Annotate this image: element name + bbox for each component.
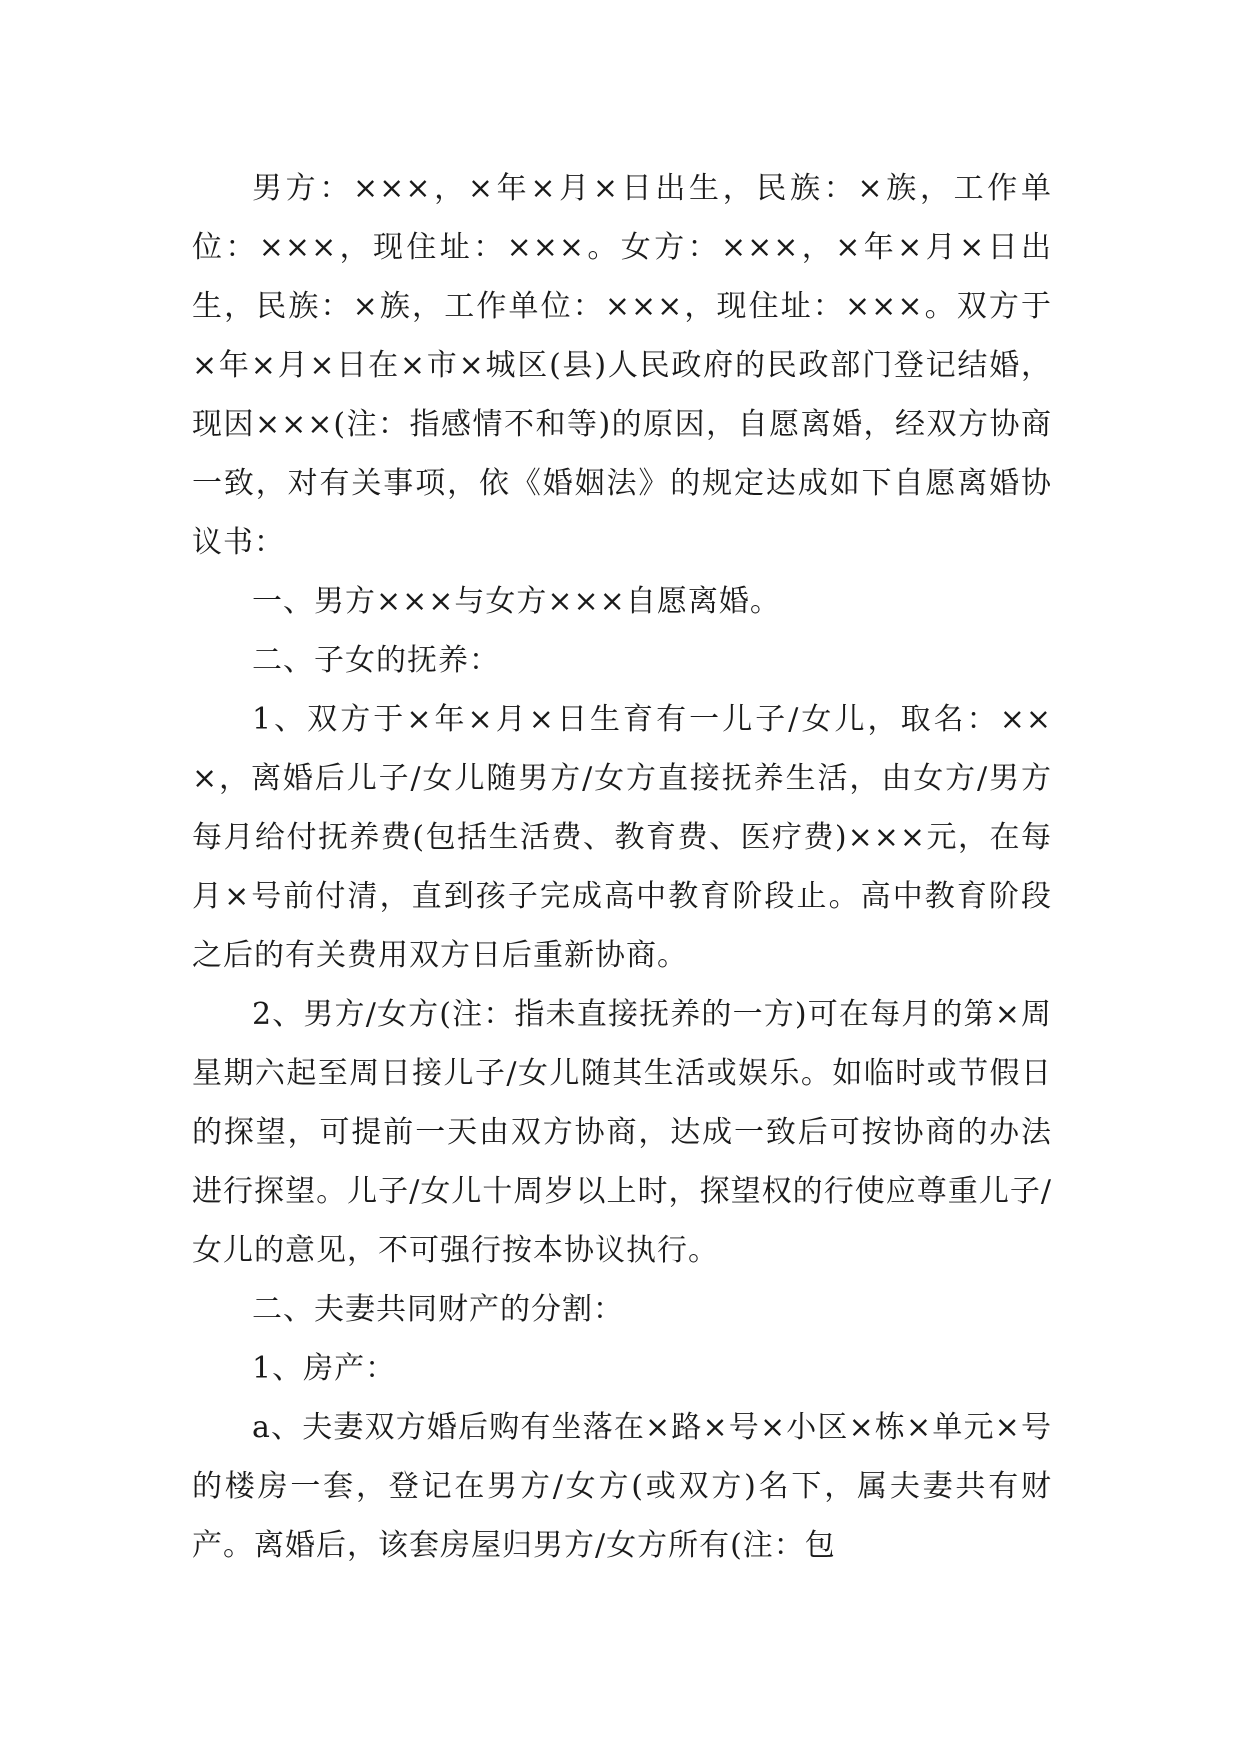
paragraph-real-estate-heading: 1、房产：	[252, 1351, 397, 1386]
paragraph-visitation: 2、男方/女方(注：指未直接抚养的一方)可在每月的第×周星期六起至周日接儿子/女儿随其生活或娱乐。如临时或节假日的探望，可提前一天由双方协商，达成一致后可按协商的办法进行探望。儿子/女儿十周岁以上时，探望权的行使应尊重儿子/女儿的意见，不可强行按本协议执行。	[192, 997, 1052, 1268]
paragraph-property-heading: 二、夫妻共同财产的分割：	[252, 1292, 624, 1327]
document-page	[192, 159, 1052, 1575]
paragraph-clause-1-divorce: 一、男方×××与女方×××自愿离婚。	[252, 584, 781, 619]
paragraph-clause-2-heading: 二、子女的抚养：	[252, 643, 500, 678]
paragraph-parties: 男方：×××，×年×月×日出生，民族：×族，工作单位：×××，现住址：×××。女方：×××，×年×月×日出生，民族：×族，工作单位：×××，现住址：×××。双方于×年×月×日在×市×城区(县)人民政府的民政部门登记结婚，现因×××(注：指感情不和等)的原因，自愿离婚，经双方协商一致，对有关事项，依《婚姻法》的规定达成如下自愿离婚协议书：	[192, 171, 1052, 560]
paragraph-child-support: 1、双方于×年×月×日生育有一儿子/女儿，取名：×××，离婚后儿子/女儿随男方/女方直接抚养生活，由女方/男方每月给付抚养费(包括生活费、教育费、医疗费)×××元，在每月×号前付清，直到孩子完成高中教育阶段止。高中教育阶段之后的有关费用双方日后重新协商。	[192, 702, 1052, 973]
paragraph-real-estate-detail: a、夫妻双方婚后购有坐落在×路×号×小区×栋×单元×号的楼房一套，登记在男方/女方(或双方)名下，属夫妻共有财产。离婚后，该套房屋归男方/女方所有(注：包	[192, 1410, 1052, 1563]
